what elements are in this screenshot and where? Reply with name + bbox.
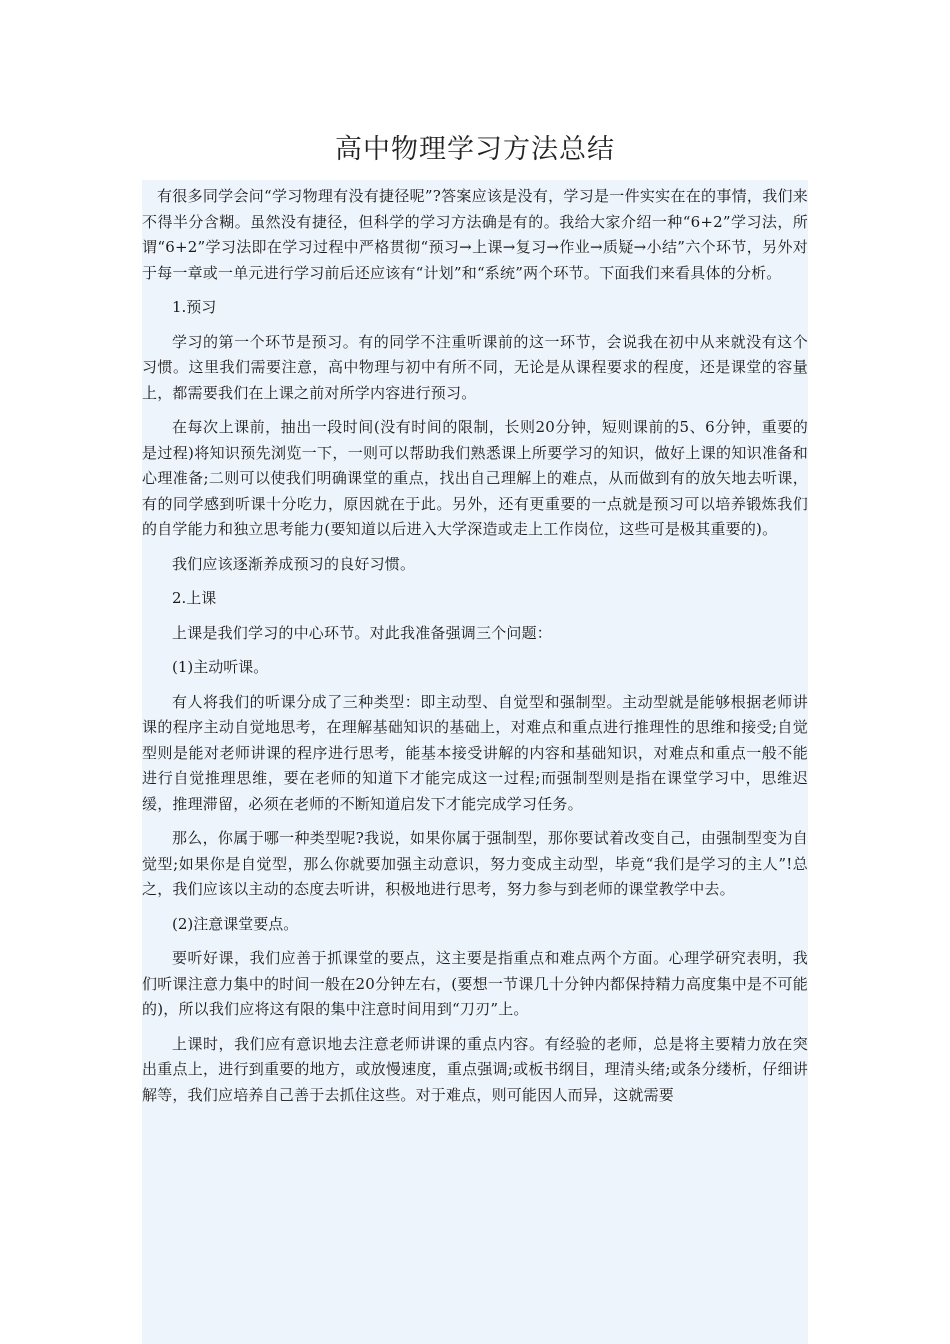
- subsection-heading-key-points: (2)注意课堂要点。: [172, 914, 299, 933]
- paragraph: 上课时，我们应有意识地去注意老师讲课的重点内容。有经验的老师，总是将主要精力放在突出重点上，进行到重要的地方，或放慢速度，重点强调;或板书纲目，理清头绪;或条分缕析，仔细讲解等，我们应培养自己善于去抓住这些。对于难点，则可能因人而异，这就需要: [142, 1034, 808, 1104]
- paragraph: 上课是我们学习的中心环节。对此我准备强调三个问题：: [172, 623, 553, 642]
- document-body: [142, 180, 808, 1344]
- document-title: 高中物理学习方法总结: [335, 134, 615, 165]
- paragraph: 学习的第一个环节是预习。有的同学不注重听课前的这一环节，会说我在初中从来就没有这个习惯。这里我们需要注意，高中物理与初中有所不同，无论是从课程要求的程度，还是课堂的容量上，都需要我们在上课之前对所学内容进行预习。: [142, 332, 808, 402]
- intro-paragraph: 有很多同学会问“学习物理有没有捷径呢”?答案应该是没有，学习是一件实实在在的事情，我们来不得半分含糊。虽然没有捷径，但科学的学习方法确是有的。我给大家介绍一种“6+2”学习法，所谓“6+2”学习法即在学习过程中严格贯彻“预习→上课→复习→作业→质疑→小结”六个环节，另外对于每一章或一单元进行学习前后还应该有“计划”和“系统”两个环节。下面我们来看具体的分析。: [142, 187, 808, 282]
- paragraph: 我们应该逐渐养成预习的良好习惯。: [172, 554, 416, 573]
- section-heading-preview: 1.预习: [172, 298, 217, 316]
- paragraph: 那么，你属于哪一种类型呢?我说，如果你属于强制型，那你要试着改变自己，由强制型变为自觉型;如果你是自觉型，那么你就要加强主动意识，努力变成主动型，毕竟“我们是学习的主人”!总之，我们应该以主动的态度去听讲，积极地进行思考，努力参与到老师的课堂教学中去。: [142, 829, 808, 898]
- paragraph: 有人将我们的听课分成了三种类型：即主动型、自觉型和强制型。主动型就是能够根据老师讲课的程序主动自觉地思考，在理解基础知识的基础上，对难点和重点进行推理性的思维和接受;自觉型则是能对老师讲课的程序进行思考，能基本接受讲解的内容和基础知识，对难点和重点一般不能进行自觉推理思维，要在老师的知道下才能完成这一过程;而强制型则是指在课堂学习中，思维迟缓，推理滞留，必须在老师的不断知道启发下才能完成学习任务。: [142, 692, 808, 813]
- subsection-heading-active-listening: (1)主动听课。: [172, 658, 269, 676]
- paragraph: 在每次上课前，抽出一段时间(没有时间的限制，长则20分钟，短则课前的5、6分钟，重要的是过程)将知识预先浏览一下，一则可以帮助我们熟悉课上所要学习的知识，做好上课的知识准备和心理准备;二则可以使我们明确课堂的重点，找出自己理解上的难点，从而做到有的放矢地去听课，有的同学感到听课十分吃力，原因就在于此。另外，还有更重要的一点就是预习可以培养锻炼我们的自学能力和独立思考能力(要知道以后进入大学深造或走上工作岗位，这些可是极其重要的)。: [142, 418, 808, 538]
- paragraph: 要听好课，我们应善于抓课堂的要点，这主要是指重点和难点两个方面。心理学研究表明，我们听课注意力集中的时间一般在20分钟左右，(要想一节课几十分钟内都保持精力高度集中是不可能的)，所以我们应将这有限的集中注意时间用到“刀刃”上。: [142, 949, 808, 1018]
- section-heading-class: 2.上课: [172, 589, 217, 607]
